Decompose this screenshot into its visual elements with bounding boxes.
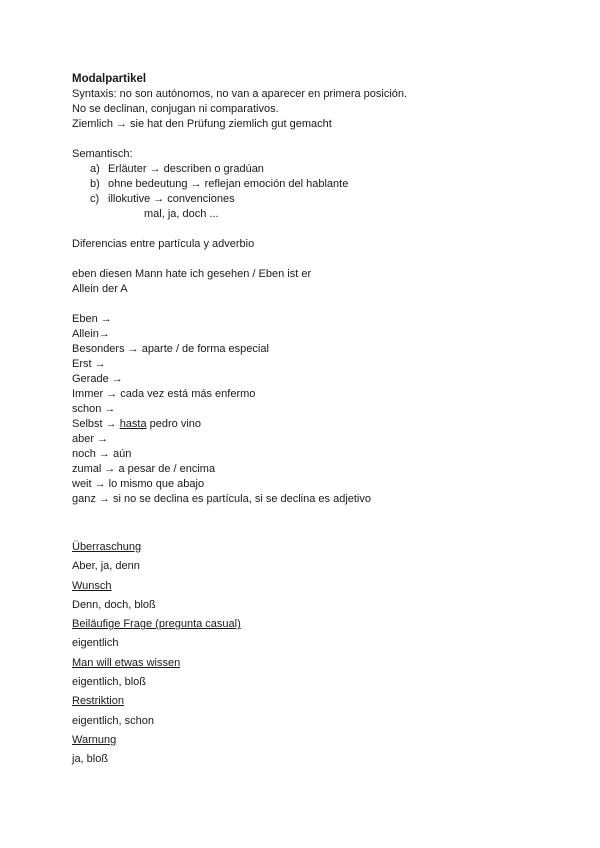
selbst-suffix: pedro vino [146, 418, 202, 430]
particle-line: zumal → a pesar de / encima [72, 463, 216, 475]
particle-line: ganz → si no se declina es partícula, si se declina es adjetivo [72, 493, 371, 505]
category-heading: Wunsch [72, 579, 112, 592]
document-title: Modalpartikel [72, 73, 147, 85]
diff-heading: Diferencias entre partícula y adverbio [72, 238, 255, 250]
particle-line: Erst → [72, 358, 106, 370]
particle-line: Eben → [72, 313, 112, 325]
semantics-sub-line: mal, ja, doch ... [144, 208, 219, 220]
semantics-label: Semantisch: [72, 148, 133, 160]
underlined-word: hasta [119, 418, 147, 430]
example-line: Allein der A [72, 283, 128, 295]
particle-line: Besonders → aparte / de forma especial [72, 343, 269, 355]
intro-line: Syntaxis: no son autónomos, no van a aparecer en primera posición. [72, 88, 408, 100]
category-words: ja, bloß [72, 753, 109, 766]
list-marker: c) [90, 193, 100, 205]
category-words: Denn, doch, bloß [72, 598, 156, 611]
list-item [72, 192, 542, 207]
list-item-text: illokutive → convenciones [108, 193, 235, 205]
particle-line: noch → aún [72, 448, 132, 460]
category-heading: Man will etwas wissen [72, 656, 181, 669]
list-marker: b) [90, 178, 100, 190]
category-words: eigentlich, bloß [72, 676, 146, 689]
intro-line: No se declinan, conjugan ni comparativos. [72, 103, 279, 115]
category-heading: Warnung [72, 733, 117, 746]
list-item [72, 177, 542, 192]
list-item-text: ohne bedeutung → reflejan emoción del hablante [108, 178, 349, 190]
particle-line: weit → lo mismo que abajo [72, 478, 205, 490]
particle-line: Allein→ [72, 328, 110, 340]
particle-line: Gerade → [72, 373, 123, 385]
particle-line-selbst [72, 417, 542, 432]
list-item-text: Erläuter → describen o gradúan [108, 163, 264, 175]
list-item [72, 162, 542, 177]
example-line: eben diesen Mann hate ich gesehen / Eben ist er [72, 268, 312, 280]
intro-line: Ziemlich → sie hat den Prüfung ziemlich gut gemacht [72, 118, 332, 130]
category-words: eigentlich [72, 637, 119, 650]
list-marker: a) [90, 163, 100, 175]
particle-line: aber → [72, 433, 109, 445]
category-heading: Restriktion [72, 695, 124, 708]
selbst-prefix: Selbst → [72, 418, 120, 430]
particle-line: schon → [72, 403, 116, 415]
category-words: Aber, ja, denn [72, 560, 140, 573]
category-heading: Beiläufige Frage (pregunta casual) [72, 618, 241, 631]
particle-line: Immer → cada vez está más enfermo [72, 388, 256, 400]
categories-section [72, 538, 542, 770]
category-words: eigentlich, schon [72, 714, 154, 727]
category-heading: Überraschung [72, 541, 142, 553]
semantics-list [72, 162, 542, 207]
document-page [72, 72, 542, 770]
